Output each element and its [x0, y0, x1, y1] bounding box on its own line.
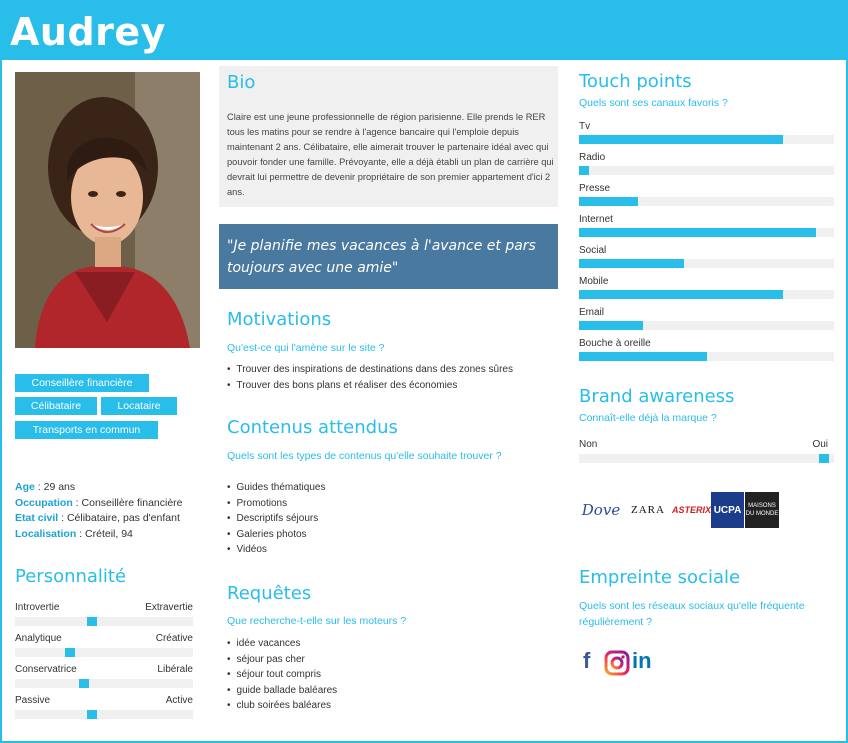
touchpoint-fill	[579, 197, 638, 206]
touchpoint-row	[579, 307, 834, 318]
persona-facts	[15, 480, 183, 542]
touchpoint-row	[579, 214, 834, 225]
slider-right-label: Libérale	[157, 664, 193, 675]
slider-right-label: Créative	[155, 633, 193, 644]
bio-panel	[219, 66, 558, 207]
list-item: • Trouver des bons plans et réaliser des économies	[227, 378, 513, 394]
list-item: • Promotions	[227, 496, 325, 512]
brand-left-label: Non	[579, 439, 598, 450]
tag-housing: Locataire	[101, 397, 177, 415]
personality-title: Personnalité	[15, 566, 127, 587]
touchpoint-label: Tv	[579, 121, 591, 132]
touchpoint-row	[579, 338, 834, 349]
persona-name: Audrey	[10, 10, 166, 54]
header-bar	[0, 0, 848, 60]
brand-question: Connaît-elle déjà la marque ?	[579, 412, 717, 424]
tag-transport: Transports en commun	[15, 421, 158, 439]
motivations-list	[227, 362, 513, 393]
social-question: Quels sont les réseaux sociaux qu'elle fréquente régulièrement ?	[579, 600, 805, 628]
logo-ucpa: UCPA	[711, 492, 744, 528]
list-item: • club soirées baléares	[227, 698, 337, 714]
touchpoint-fill	[579, 259, 684, 268]
touchpoints-title: Touch points	[579, 71, 692, 92]
list-item: • idée vacances	[227, 636, 337, 652]
fact-location: Localisation : Créteil, 94	[15, 527, 133, 540]
slider-track	[15, 648, 193, 657]
slider-right-label: Extravertie	[145, 602, 193, 613]
persona-quote: "Je planifie mes vacances à l'avance et pars toujours avec une amie"	[219, 224, 558, 289]
slider-left-label: Analytique	[15, 633, 62, 644]
touchpoint-label: Email	[579, 307, 605, 318]
touchpoint-label: Social	[579, 245, 607, 256]
fact-age: Age : 29 ans	[15, 481, 76, 493]
brand-track	[579, 454, 834, 463]
touchpoint-fill	[579, 290, 783, 299]
slider-left-label: Passive	[15, 695, 51, 706]
instagram-icon	[604, 650, 630, 682]
touchpoints-question: Quels sont ses canaux favoris ?	[579, 97, 728, 109]
list-item: • Galeries photos	[227, 527, 325, 543]
touchpoint-label: Bouche à oreille	[579, 338, 651, 349]
touchpoint-fill	[579, 135, 783, 144]
slider-track	[15, 617, 193, 626]
touchpoint-track	[579, 166, 834, 175]
touchpoint-fill	[579, 352, 707, 361]
touchpoint-label: Internet	[579, 214, 613, 225]
slider-right-label: Active	[165, 695, 193, 706]
queries-list	[227, 636, 337, 714]
slider-track	[15, 710, 193, 719]
touchpoint-row	[579, 152, 834, 163]
facebook-icon: f	[583, 648, 591, 673]
slider-left-label: Introvertie	[15, 602, 60, 613]
list-item: • séjour tout compris	[227, 667, 337, 683]
touchpoint-fill	[579, 228, 816, 237]
social-title: Empreinte sociale	[579, 567, 741, 588]
logo-zara: ZARA	[631, 504, 665, 516]
portrait-illustration	[15, 72, 200, 348]
touchpoint-label: Mobile	[579, 276, 609, 287]
tag-occupation: Conseillère financière	[15, 374, 149, 392]
slider-knob	[87, 617, 97, 626]
touchpoint-row	[579, 121, 834, 132]
slider-track	[15, 679, 193, 688]
touchpoint-row	[579, 245, 834, 256]
brand-right-label: Oui	[812, 439, 828, 450]
contents-question: Quels sont les types de contenus qu'elle souhaite trouver ?	[227, 450, 502, 462]
list-item: • Vidéos	[227, 542, 325, 558]
motivations-question: Qu'est-ce qui l'amène sur le site ?	[227, 342, 385, 354]
logo-dove: Dove	[581, 501, 621, 519]
list-item: • Trouver des inspirations de destinations dans des zones sûres	[227, 362, 513, 378]
bio-title: Bio	[227, 72, 256, 93]
slider-left-label: Conservatrice	[15, 664, 77, 675]
touchpoint-fill	[579, 321, 643, 330]
slider-knob	[65, 648, 75, 657]
touchpoint-label: Radio	[579, 152, 606, 163]
slider-knob	[87, 710, 97, 719]
touchpoint-row	[579, 183, 834, 194]
bio-text: Claire est une jeune professionnelle de région parisienne. Elle prends le RER tous les matins pour se rendre à l'agence bancaire qui l'emploie depuis maintenant 2 ans. Célibataire, elle aimerait trouver le partenaire idéal avec qui pouvoir fonder une famille. Prévoyante, elle a déjà établi un plan de carrière qui devrait lui permettre de devenir propriétaire de son premier appartement d'ici 2 ans.	[227, 112, 554, 197]
slider-knob	[79, 679, 89, 688]
brand-title: Brand awareness	[579, 386, 735, 407]
touchpoint-label: Presse	[579, 183, 611, 194]
queries-title: Requêtes	[227, 583, 312, 604]
list-item: • séjour pas cher	[227, 652, 337, 668]
logo-asterix: ASTERIX	[673, 492, 710, 528]
touchpoint-row	[579, 276, 834, 287]
queries-question: Que recherche-t-elle sur les moteurs ?	[227, 615, 407, 627]
fact-civil-status: Etat civil : Célibataire, pas d'enfant	[15, 512, 180, 524]
list-item: • Descriptifs séjours	[227, 511, 325, 527]
linkedin-icon: in	[632, 648, 652, 673]
tag-marital-status: Célibataire	[15, 397, 97, 415]
persona-photo	[15, 72, 200, 348]
list-item: • Guides thématiques	[227, 480, 325, 496]
contents-list	[227, 480, 325, 558]
motivations-title: Motivations	[227, 309, 332, 330]
fact-occupation: Occupation : Conseillère financière	[15, 496, 183, 509]
touchpoint-fill	[579, 166, 589, 175]
list-item: • guide ballade baléares	[227, 683, 337, 699]
logo-maisons-du-monde: MAISONS DU MONDE	[745, 492, 779, 528]
brand-slider	[579, 439, 834, 450]
contents-title: Contenus attendus	[227, 417, 398, 438]
brand-knob	[819, 454, 829, 463]
